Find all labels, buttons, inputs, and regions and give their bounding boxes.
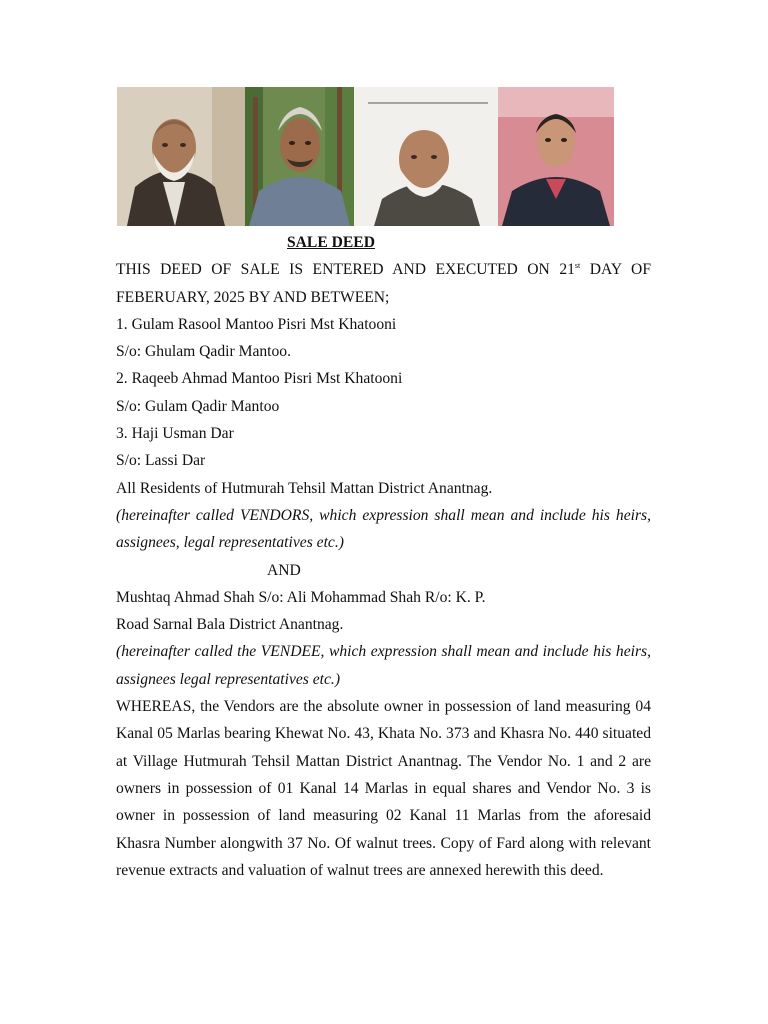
deed-title: SALE DEED [287,234,375,251]
vendors-clause: (hereinafter called VENDORS, which expression shall mean and include his heirs, assignees, legal representatives etc.) [116,506,651,552]
vendor-1-parent: S/o: Ghulam Qadir Mantoo. [116,343,291,361]
vendee-line-2: Road Sarnal Bala District Anantnag. [116,616,344,634]
photo-strip [117,87,614,226]
vendor-1-name: 1. Gulam Rasool Mantoo Pisri Mst Khatooni [116,315,397,333]
vendors-residence: All Residents of Hutmurah Tehsil Mattan District Anantnag. [116,479,493,497]
vendor-1-photo [117,87,245,226]
vendor-3-parent: S/o: Lassi Dar [116,452,206,470]
deed-text [116,229,651,884]
intro-line-1: THIS DEED OF SALE IS ENTERED AND EXECUTED ON 21st DAY OF [116,261,651,279]
and-separator: AND [267,561,301,579]
vendor-2-name: 2. Raqeeb Ahmad Mantoo Pisri Mst Khatooni [116,370,403,388]
intro-line-2: FEBERUARY, 2025 BY AND BETWEEN; [116,288,390,306]
ordinal-suffix: st [574,261,581,271]
whereas-paragraph: WHEREAS, the Vendors are the absolute owner in possession of land measuring 04 Kanal 05 Marlas bearing Khewat No. 43, Khata No. 373 and Khasra No. 440 situated at Village Hutmurah Tehsil Mattan District Anantnag. The Vendor No. 1 and 2 are owners in possession of 01 Kanal 14 Marlas in equal shares and Vendor No. 3 is owner in possession of land measuring 02 Kanal 11 Marlas from the aforesaid Khasra Number alongwith 37 No. Of walnut trees. Copy of Fard along with relevant revenue extracts and valuation of walnut trees are annexed herewith this deed. [116,698,651,879]
vendor-2-photo [245,87,354,226]
vendee-line-1: Mushtaq Ahmad Shah S/o: Ali Mohammad Shah R/o: K. P. [116,588,486,606]
vendee-clause: (hereinafter called the VENDEE, which expression shall mean and include his heirs, assignees legal representatives etc.) [116,643,651,688]
vendor-3-name: 3. Haji Usman Dar [116,425,234,443]
vendor-2-parent: S/o: Gulam Qadir Mantoo [116,397,280,415]
vendor-3-photo [354,87,498,226]
vendee-photo [498,87,614,226]
